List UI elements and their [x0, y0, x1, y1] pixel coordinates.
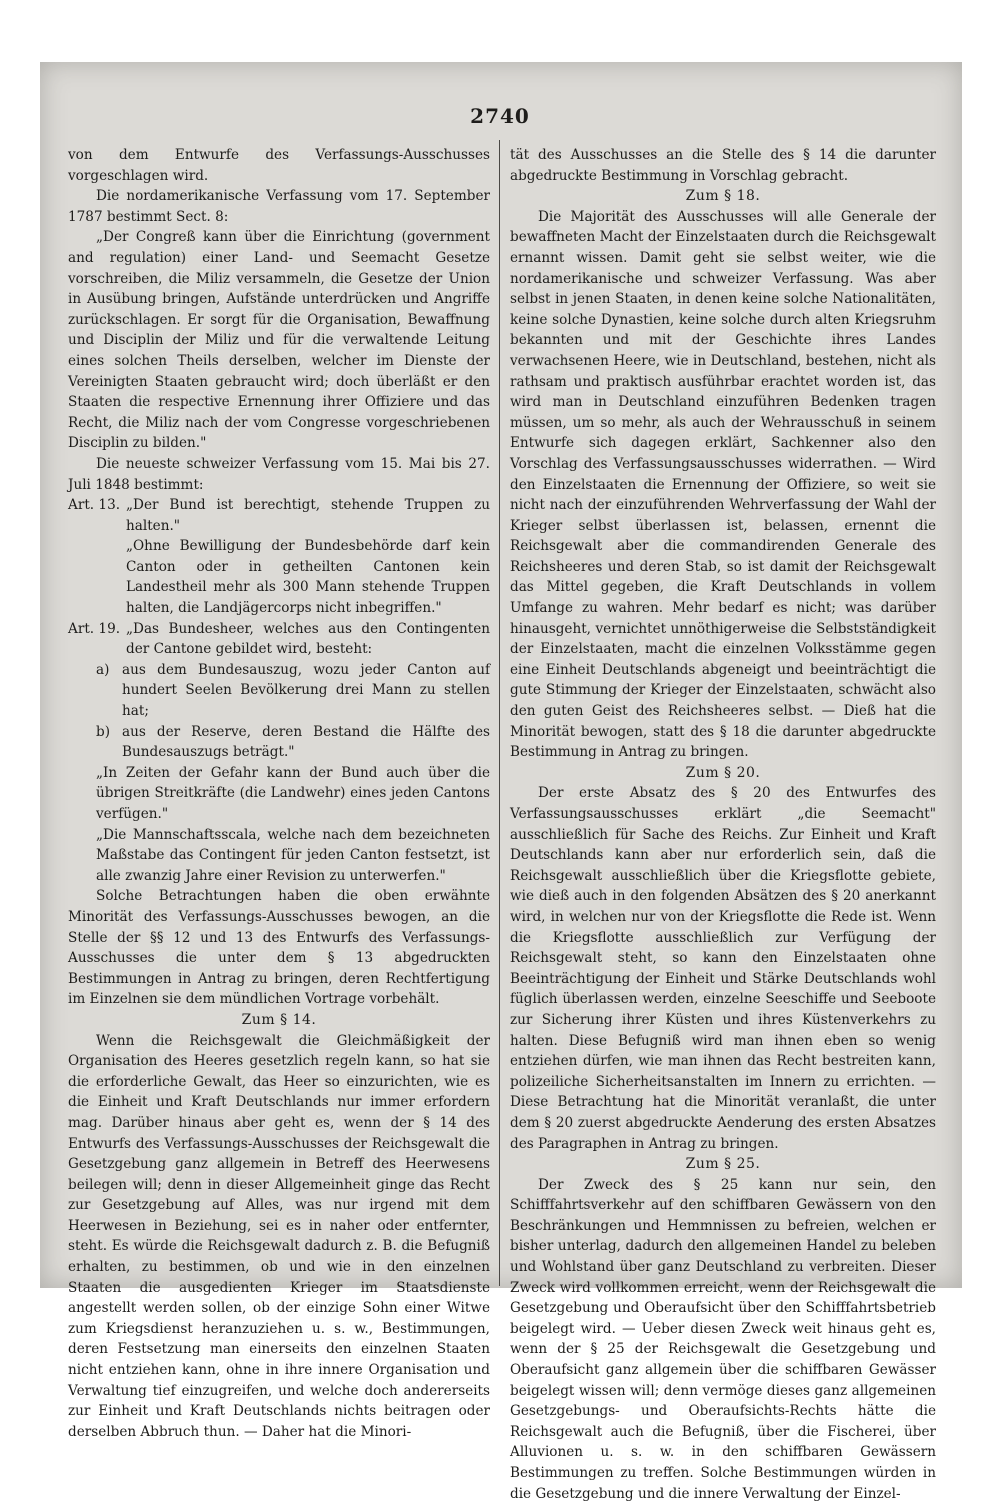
paragraph: Die neueste schweizer Verfassung vom 15. Mai bis 27. Juli 1848 bestimmt: — [68, 455, 490, 493]
paragraph: Die Majorität des Ausschusses will alle Generale der bewaffneten Macht der Einzelstaaten durch die Reichsgewalt ernannt wissen. Damit geht sie selbst weiter, wie die nordamerikanische und schweizer Verfassung. Was aber selbst in jenen Staaten, in denen keine solche Nationalitäten, keine solche Dynastien, keine solche durch alten Kriegsruhm bekannten und mit der Geschichte ihres Landes verwachsenen Heere, wie in Deutschland, bestehen, nicht als rathsam und praktisch ausführbar erachtet worden ist, das wird man in Deutschland einzuführen Bedenken tragen müssen, um so mehr, als auch der Wehrausschuß in seinem Entwurfe sich dagegen erklärt, Sachkenner also den Vorschlag des Verfassungsausschusses widerrathen. — Wird den Einzelstaaten die Ernennung der Offiziere, so weit sie nicht nach der einzuführenden Wehrverfassung der Wahl der Krieger selbst überlassen ist, belassen, ernennt die Reichsgewalt aber die commandirenden Generale des Reichsheeres und deren Stab, so ist damit der Reichsgewalt das Mittel gegeben, die Kraft Deutschlands in vollem Umfange zu wahren. Mehr bedarf es nicht; was darüber hinausgeht, vernichtet unnöthigerweise die Selbstständigkeit der Einzelstaaten, macht die einzelnen Volksstämme gegen eine Einheit Deutschlands abgeneigt und beeinträchtigt die gute Stimmung der Krieger der Einzelstaaten, schwächt also den guten Geist des Reichsheeres selbst. — Dieß hat die Minorität bewogen, statt des § 18 die darunter abgedruckte Bestimmung in Antrag zu bringen. — [510, 208, 936, 761]
article-text: „Das Bundesheer, welches aus den Contingenten der Cantone gebildet wird, besteht: — [126, 620, 490, 658]
paragraph: Wenn die Reichsgewalt die Gleichmäßigkeit der Organisation des Heeres gesetzlich regeln kann, so hat sie die erforderliche Gewalt, das Heer so einzurichten, wie es die Einheit und Kraft Deutschlands nur immer erfordern mag. Darüber hinaus aber geht es, wenn der § 14 des Entwurfs des Verfassungs-Ausschusses der Reichsgewalt die Gesetzgebung ganz allgemein in Betreff des Heerwesens beilegen will; denn in dieser Allgemeinheit ginge das Recht zur Gesetzgebung auf Alles, was nur irgend mit dem Heerwesen in Beziehung, sei es in naher oder entfernter, steht. Es würde die Reichsgewalt dadurch z. B. die Befugniß erhalten, zu bestimmen, ob und wie in den einzelnen Staaten die ausgedienten Krieger im Staatsdienste angestellt werden sollen, ob der einzige Sohn einer Witwe zum Kriegsdienst heranzuziehen u. s. w., Bestimmungen, deren Festsetzung man einerseits den einzelnen Staaten nicht entziehen kann, ohne in ihre innere Organisation und Verwaltung tief einzugreifen, und welche doch andererseits zur Einheit und Kraft Deutschlands nichts beitragen oder derselben Abbruch thun. — Daher hat die Minori- — [68, 1032, 490, 1440]
paragraph: Der Zweck des § 25 kann nur sein, den Schifffahrtsverkehr auf den schiffbaren Gewässern von den Beschränkungen und Hemmnissen zu befreien, welchen er bisher unterlag, dadurch den allgemeinen Handel zu beleben und Wohlstand über ganz Deutschland zu verbreiten. Dieser Zweck wird vollkommen erreicht, wenn der Reichsgewalt die Gesetzgebung und Oberaufsicht über den Schifffahrtsbetrieb beigelegt wird. — Ueber diesen Zweck weit hinaus geht es, wenn der § 25 der Reichsgewalt die Gesetzgebung und Oberaufsicht ganz allgemein über die schiffbaren Gewässer beigelegt wissen will; denn vermöge dieses ganz allgemeinen Gesetzgebungs- und Oberaufsichts-Rechts hätte die Reichsgewalt auch die Befugniß, über die Fischerei, über Alluvionen u. s. w. in den schiffbaren Gewässern Bestimmungen zu treffen. Solche Bestimmungen würden in die Gesetzgebung und die innere Verwaltung der Einzel- — [510, 1176, 936, 1502]
quote-paragraph: „Die Mannschaftsscala, welche nach dem bezeichneten Maßstabe das Contingent für jeden Canton festsetzt, ist alle zwanzig Jahre einer Revision zu unterwerfen." — [96, 826, 490, 884]
list-item — [68, 722, 490, 763]
paragraph: Die nordamerikanische Verfassung vom 17. September 1787 bestimmt Sect. 8: — [68, 188, 490, 225]
list-item-text: aus der Reserve, deren Bestand die Hälfte des Bundesauszugs beträgt." — [122, 723, 490, 761]
section-heading: Zum § 25. — [685, 1156, 761, 1173]
paragraph: von dem Entwurfe des Verfassungs-Ausschusses vorgeschlagen wird. — [68, 147, 490, 184]
list-item-text: aus dem Bundesauszug, wozu jeder Canton auf hundert Seelen Bevölkerung drei Mann zu stellen hat; — [122, 661, 490, 720]
left-column — [68, 145, 490, 1442]
list-item — [68, 660, 490, 722]
article-label: Art. 19. — [68, 620, 121, 637]
column-divider — [499, 140, 500, 1286]
section-heading: Zum § 14. — [241, 1011, 317, 1028]
paragraph: Der erste Absatz des § 20 des Entwurfes des Verfassungsausschusses erklärt „die Seemacht" ausschließlich für Sache des Reichs. Zur Einheit und Kraft Deutschlands kann aber nur erforderlich sein, daß die Reichsgewalt ausschließlich über die Kriegsflotte gebiete, wie dieß auch in den folgenden Absätzen des § 20 anerkannt wird, in welchen nur von der Kriegsflotte die Rede ist. Wenn die Kriegsflotte ausschließlich zur Verfügung der Reichsgewalt steht, so kann den Einzelstaaten ohne Beeinträchtigung der Einheit und Stärke Deutschlands wohl füglich überlassen werden, einzelne Seeschiffe und Seeboote zur Sicherung ihrer Küsten und ihres Küstenverkehrs zu halten. Diese Befugniß wird man ihnen eben so wenig entziehen dürfen, wie man ihnen das Recht bestreiten kann, polizeiliche Sicherheitsanstalten im Innern zu errichten. — Diese Betrachtung hat die Minorität veranlaßt, die unter dem § 20 zuerst abgedruckte Aenderung des ersten Absatzes des Paragraphen in Antrag zu bringen. — [510, 785, 936, 1152]
section-heading: Zum § 18. — [685, 188, 761, 205]
article-label: Art. 13. — [68, 497, 121, 514]
paragraph: tät des Ausschusses an die Stelle des § 14 die darunter abgedruckte Bestimmung in Vorschlag gebracht. — [510, 147, 936, 184]
article-13-subparagraph: „Ohne Bewilligung der Bundesbehörde darf kein Canton oder in getheilten Cantonen kein Landestheil mehr als 300 Mann stehende Truppen halten, die Landjägercorps nicht inbegriffen." — [126, 538, 490, 617]
quote-paragraph: „In Zeiten der Gefahr kann der Bund auch über die übrigen Streitkräfte (die Landwehr) eines jeden Cantons verfügen." — [96, 764, 490, 822]
article-text: „Der Bund ist berechtigt, stehende Truppen zu halten." — [126, 497, 490, 534]
article-19 — [68, 619, 490, 660]
page-number: 2740 — [470, 104, 530, 128]
paragraph: Solche Betrachtungen haben die oben erwähnte Minorität des Verfassungs-Ausschusses bewogen, an die Stelle der §§ 12 und 13 des Entwurfs des Verfassungs-Ausschusses die unter dem § 13 abgedruckten Bestimmungen in Antrag zu bringen, deren Rechtfertigung im Einzelnen sie dem mündlichen Vortrage vorbehält. — [68, 888, 490, 1008]
article-13 — [68, 495, 490, 536]
right-column — [510, 145, 936, 1504]
section-heading: Zum § 20. — [685, 764, 761, 781]
quote-us-constitution: „Der Congreß kann über die Einrichtung (government and regulation) einer Land- und Seemacht Gesetze vorschreiben, die Miliz versammeln, die Gesetze der Union in Ausübung bringen, Aufstände unterdrücken und Angriffe zurückschlagen. Er sorgt für die Organisation, Bewaffnung und Disciplin der Miliz und für die verwaltende Leitung eines solchen Theils derselben, welcher im Dienste der Vereinigten Staaten gebraucht wird; doch überläßt er den Staaten die respective Ernennung ihrer Offiziere und das Recht, die Miliz nach der vom Congresse vorgeschriebenen Disciplin zu bilden." — [68, 229, 490, 452]
list-marker: b) — [96, 723, 111, 740]
list-marker: a) — [96, 661, 110, 678]
